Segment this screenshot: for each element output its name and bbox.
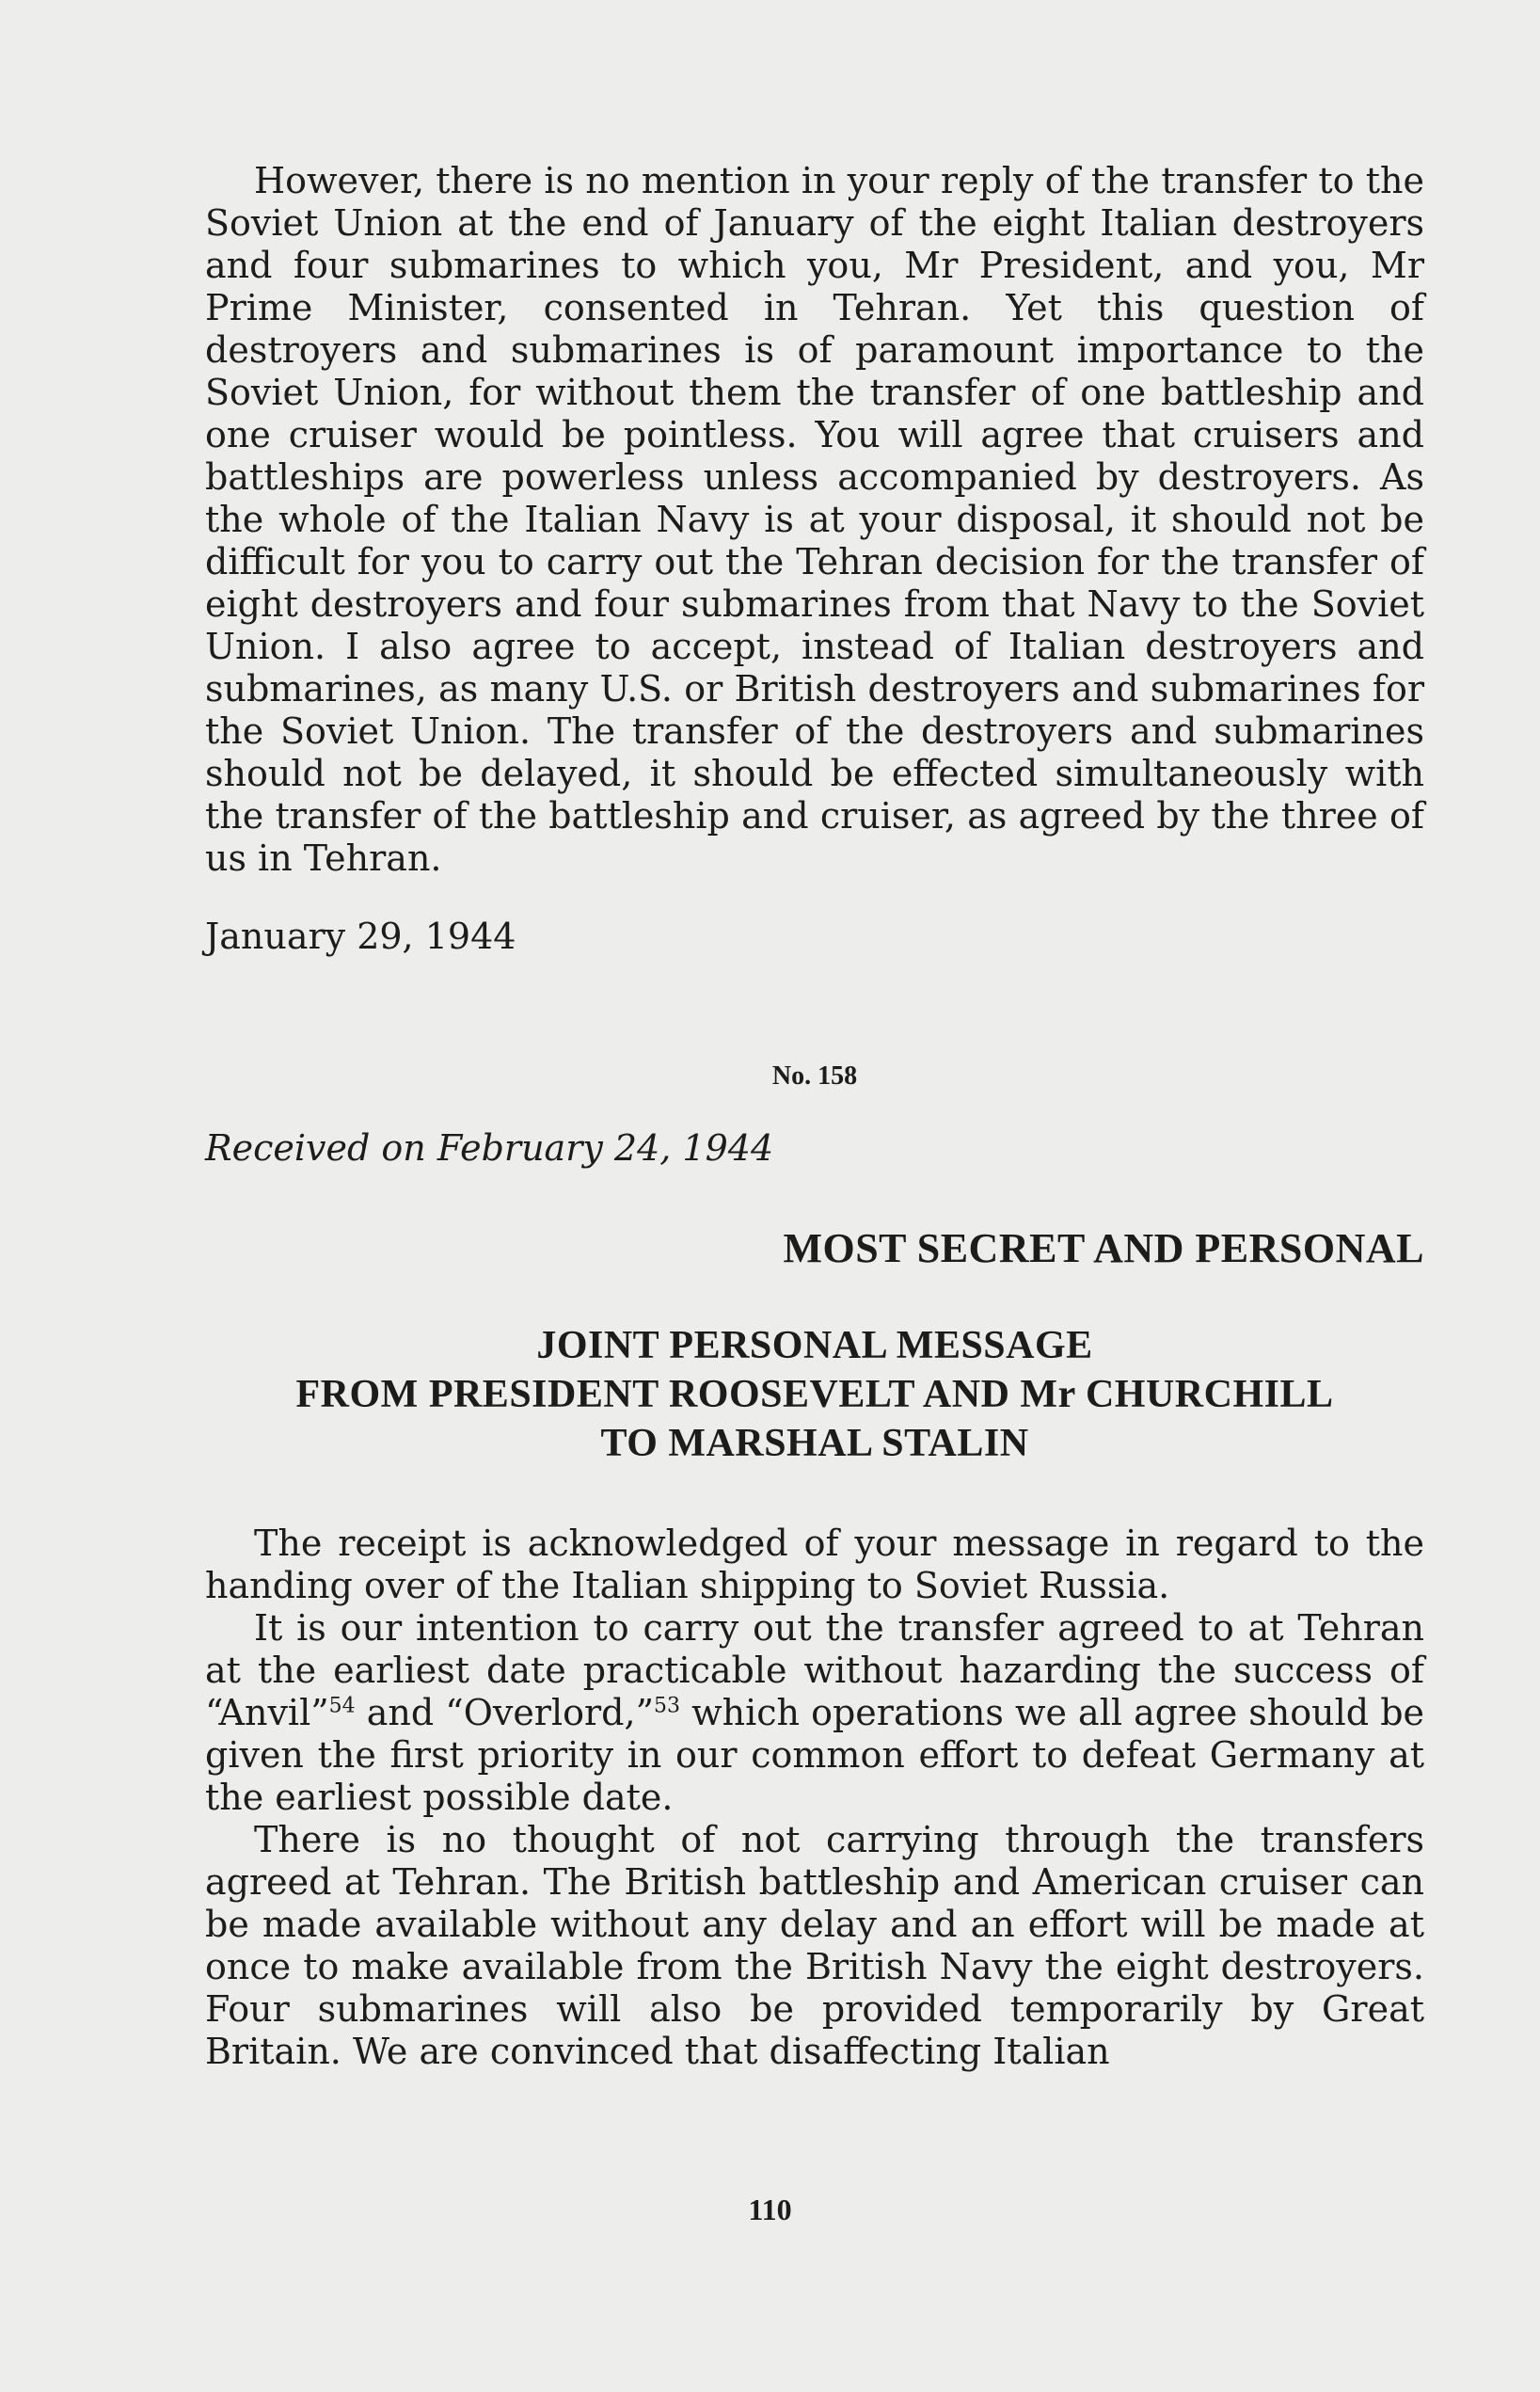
heading-line: TO MARSHAL STALIN — [600, 1422, 1029, 1465]
page-number: 110 — [748, 2193, 792, 2226]
body-paragraph-1: The receipt is acknowledged of your message in regard to the handing over of the Italian shipping to Soviet Russia. — [205, 1523, 1424, 1606]
heading-line: FROM PRESIDENT ROOSEVELT AND Mr CHURCHILL — [295, 1373, 1334, 1416]
classification-label: MOST SECRET AND PERSONAL — [783, 1225, 1424, 1271]
footnote-marker: 53 — [654, 1694, 681, 1718]
paragraph-text: and “Overlord,” — [355, 1692, 655, 1733]
body-paragraph-3: There is no thought of not carrying through the transfers agreed at Tehran. The British battleship and American cruiser can be made available without any delay and an effort will be made at once to make available from the British Navy the eight destroyers. Four submarines will also be provided temporarily by Great Britain. We are convinced that disaffecting Italian — [205, 1819, 1424, 2072]
paragraph-text: It is our intention to carry out the transfer agreed to at Tehran at the earliest date practicable without hazarding the success of “Anvil” — [205, 1607, 1424, 1733]
message-heading — [205, 1321, 1424, 1468]
footnote-marker: 54 — [328, 1694, 356, 1718]
body-paragraph-2 — [205, 1607, 1424, 1819]
page-content — [205, 160, 1424, 2073]
heading-line: JOINT PERSONAL MESSAGE — [536, 1324, 1093, 1367]
document-number: No. 158 — [771, 1061, 858, 1091]
received-date: Received on February 24, 1944 — [205, 1127, 774, 1169]
message-date: January 29, 1944 — [205, 916, 516, 957]
paragraph-text: which operations we all agree should be given the first priority in our common effort to defeat Germany at the earliest possible date. — [205, 1692, 1425, 1818]
intro-paragraph: However, there is no mention in your reply of the transfer to the Soviet Union at the end of January of the eight Italian destroyers and four submarines to which you, Mr President, and you, Mr Prime Minister, consented in Tehran. Yet this question of destroyers and submarines is of paramount importance to the Soviet Union, for without them the transfer of one battleship and one cruiser would be pointless. You will agree that cruisers and battleships are powerless unless accompanied by destroyers. As the whole of the Italian Navy is at your disposal, it should not be difficult for you to carry out the Tehran decision for the transfer of eight destroyers and four submarines from that Navy to the Soviet Union. I also agree to accept, instead of Italian destroyers and submarines, as many U.S. or British destroyers and submarines for the Soviet Union. The transfer of the destroyers and submarines should not be delayed, it should be effected simultaneously with the transfer of the battleship and cruiser, as agreed by the three of us in Tehran. — [205, 160, 1424, 879]
